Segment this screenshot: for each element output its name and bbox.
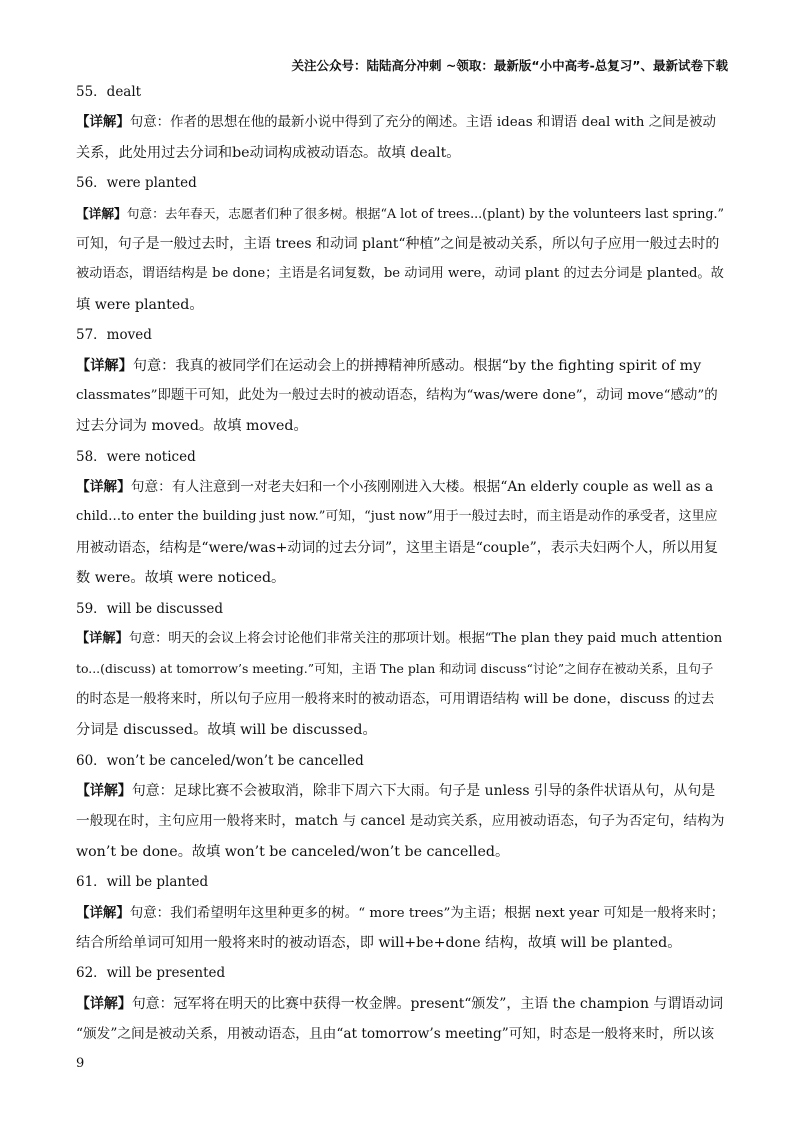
answer-line: 57．moved [76, 327, 152, 344]
explanation-line: won’t be done。故填 won’t be canceled/won’t be cancelled。 [76, 843, 510, 860]
explanation-line: 过去分词为 moved。故填 moved。 [76, 418, 308, 435]
explanation-line: classmates”即题干可知，此处为一般过去时的被动语态，结构为“was/were done”，动词 move“感动”的 [76, 387, 718, 403]
detail-tag: 【详解】 [76, 995, 132, 1012]
answer-line: 62．will be presented [76, 965, 226, 982]
answer-line: 60．won’t be canceled/won’t be cancelled [76, 752, 364, 769]
document-body [76, 77, 724, 1050]
explanation-line [76, 472, 724, 502]
explanation-text: 句意：冠军将在明天的比赛中获得一枚金牌。present“颁发”，主语 the champion 与谓语动词 [131, 995, 724, 1012]
answer-line: 59．will be discussed [76, 600, 224, 617]
explanation-line: 用被动语态，结构是“were/was+动词的过去分词”，这里主语是“couple”，表示夫妇两个人，所以用复 [76, 539, 718, 556]
explanation-text: 句意：作者的思想在他的最新小说中得到了充分的阐述。主语 ideas 和谓语 deal with 之间是被动 [129, 115, 716, 131]
explanation-line: 被动语态，谓语结构是 be done；主语是名词复数，be 动词用 were，动词 plant 的过去分词是 planted。故 [76, 266, 724, 282]
explanation-text: 句意：我们希望明年这里种更多的树。“ more trees”为主语；根据 next year 可知是一般将来时； [129, 905, 725, 921]
answer-line: 61．will be planted [76, 874, 209, 891]
detail-tag: 【详解】 [76, 631, 129, 647]
explanation-line: 的时态是一般将来时，所以句子应用一般将来时的被动语态，可用谓语结构 will be done，discuss 的过去 [76, 691, 715, 707]
answer-line: 55．dealt [76, 84, 142, 100]
explanation-line [76, 351, 724, 381]
explanation-line: 一般现在时，主句应用一般将来时，match 与 cancel 是动宾关系，应用被动语态，句子为否定句，结构为 [76, 813, 725, 830]
page-number: 9 [76, 1056, 85, 1071]
answer-line: 58．were noticed [76, 448, 196, 465]
explanation-line [76, 199, 724, 229]
explanation-text: 句意：明天的会议上将会讨论他们非常关注的那项计划。根据“The plan they paid much attention [128, 631, 723, 647]
explanation-line [76, 624, 724, 654]
explanation-line [76, 107, 724, 137]
explanation-text: 句意：我真的被同学们在运动会上的拼搏精神所感动。根据“by the fighting spirit of my [132, 357, 702, 374]
explanation-line: to...(discuss) at tomorrow’s meeting.”可知，主语 The plan 和动词 discuss“讨论”之间存在被动关系，且句子 [76, 661, 714, 677]
detail-tag: 【详解】 [76, 357, 133, 374]
explanation-line [76, 776, 724, 806]
explanation-line: 分词是 discussed。故填 will be discussed。 [76, 722, 377, 739]
explanation-line: child…to enter the building just now.”可知，“just now”用于一般过去时，而主语是动作的承受者，这里应 [76, 509, 718, 525]
explanation-line: “颁发”之间是被动关系，用被动语态，且由“at tomorrow’s meeting”可知，时态是一般将来时，所以该 [76, 1026, 715, 1043]
page-header: 关注公众号：陆陆高分冲刺 ~领取：最新版“小中高考-总复习”、最新试卷下载 [291, 58, 728, 73]
explanation-line: 结合所给单词可知用一般将来时的被动语态，即 will+be+done 结构，故填 will be planted。 [76, 934, 682, 951]
detail-tag: 【详解】 [76, 114, 130, 131]
explanation-text: 句意：足球比赛不会被取消，除非下周六下大雨。句子是 unless 引导的条件状语从句，从句是 [131, 782, 716, 799]
explanation-line: 关系，此处用过去分词和be动词构成被动语态。故填 dealt。 [76, 144, 461, 161]
explanation-line [76, 898, 724, 928]
explanation-line: 可知，句子是一般过去时，主语 trees 和动词 plant“种植”之间是被动关系，所以句子应用一般过去时的 [76, 235, 720, 252]
answer-line: 56．were planted [76, 175, 197, 192]
explanation-text: 句意：有人注意到一对老夫妇和一个小孩刚刚进入大楼。根据“An elderly couple as well as a [130, 479, 714, 496]
detail-tag: 【详解】 [76, 782, 132, 799]
explanation-text: 句意：去年春天，志愿者们种了很多树。根据“A lot of trees...(plant) by the volunteers last spring.” [126, 205, 725, 221]
detail-tag: 【详解】 [76, 904, 130, 921]
detail-tag: 【详解】 [76, 479, 131, 496]
detail-tag: 【详解】 [76, 205, 127, 221]
explanation-line: 数 were。故填 were noticed。 [76, 570, 286, 587]
explanation-line [76, 989, 724, 1019]
explanation-line: 填 were planted。 [76, 296, 204, 313]
